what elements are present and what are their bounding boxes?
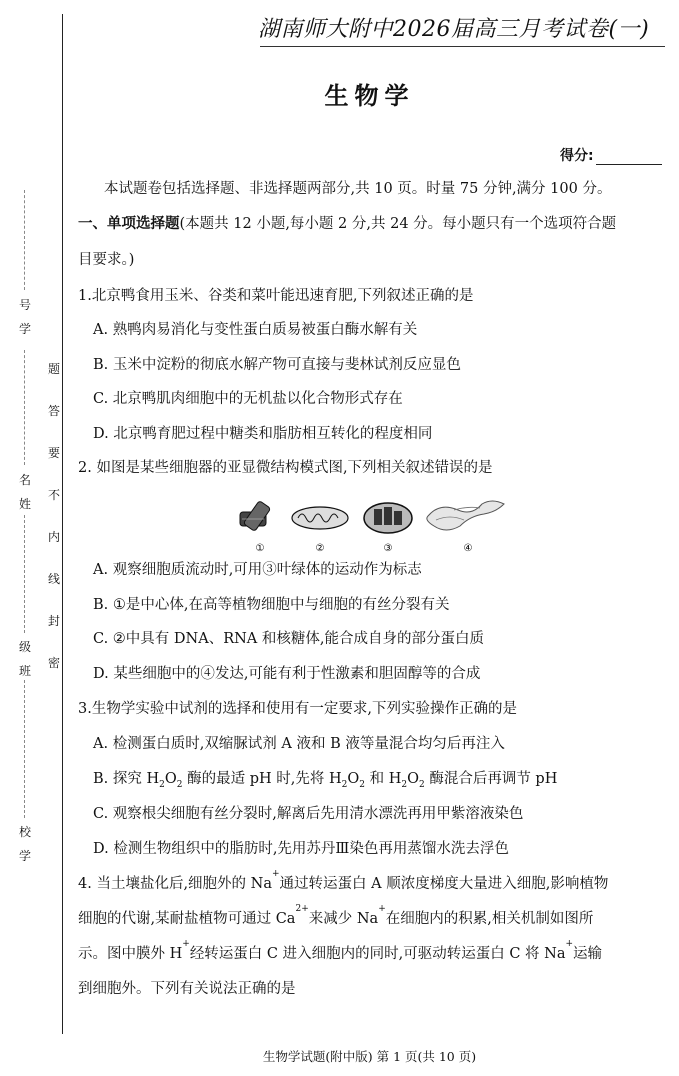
q3-option-b[interactable]	[93, 770, 557, 788]
q1-option-c[interactable]: C. 北京鸭肌肉细胞中的无机盐以化合物形式存在	[93, 391, 403, 407]
q2-option-a[interactable]: A. 观察细胞质流动时,可用③叶绿体的运动作为标志	[93, 562, 422, 578]
text-run: 运输	[573, 946, 603, 962]
figure-label: ②	[315, 543, 325, 554]
seal-char: 题	[47, 362, 60, 376]
q2-option-b[interactable]: B. ①是中心体,在高等植物细胞中与细胞的有丝分裂有关	[93, 597, 450, 613]
score-blank[interactable]	[596, 150, 662, 165]
q3-option-c[interactable]: C. 观察根尖细胞有丝分裂时,解离后先用清水漂洗再用甲紫溶液染色	[93, 806, 524, 822]
superscript: 2+	[295, 904, 309, 914]
figure-label: ③	[383, 543, 393, 554]
text-run: 酶混合后再调节 pH	[424, 771, 558, 787]
seal-char: 要	[47, 446, 60, 460]
text-run: 酶的最适 pH 时,先将 H	[182, 771, 342, 787]
field-name	[14, 473, 36, 511]
superscript: +	[378, 904, 386, 914]
seal-char: 封	[47, 614, 60, 628]
text-run: B. 探究 H	[93, 771, 160, 787]
q1-option-a[interactable]: A. 熟鸭肉易消化与变性蛋白质易被蛋白酶水解有关	[93, 322, 418, 338]
subscript: 2	[176, 779, 183, 790]
field-class	[14, 640, 36, 678]
field-label-char: 学	[18, 322, 31, 336]
seal-char: 内	[47, 530, 60, 544]
seal-char: 不	[47, 488, 60, 502]
q2-option-d[interactable]: D. 某些细胞中的④发达,可能有利于性激素和胆固醇等的合成	[93, 666, 481, 682]
superscript: +	[565, 939, 574, 949]
field-label-char: 级	[18, 640, 31, 654]
seal-char: 答	[47, 404, 60, 418]
intro-text: 本试题卷包括选择题、非选择题两部分,共 10 页。时量 75 分钟,满分 100 分。	[104, 181, 612, 197]
text-run: O	[347, 771, 360, 787]
text-run: 细胞的代谢,某耐盐植物可通过 Ca	[78, 911, 296, 927]
fill-line[interactable]	[24, 515, 25, 633]
centrosome-drawing	[240, 501, 271, 532]
seal-char: 密	[47, 656, 60, 670]
er-drawing	[427, 501, 504, 530]
q3-option-a[interactable]: A. 检测蛋白质时,双缩脲试剂 A 液和 B 液等量混合均匀后再注入	[93, 736, 505, 752]
field-label-char: 校	[18, 825, 31, 839]
text-run: 来减少 Na	[308, 911, 379, 927]
q4-stem-line1	[78, 869, 609, 893]
field-label-char: 号	[18, 298, 31, 312]
section-desc: (本题共 12 小题,每小题 2 分,共 24 分。每小题只有一个选项符合题	[179, 216, 617, 232]
subscript: 2	[159, 779, 165, 790]
section-desc-cont: 目要求。)	[78, 252, 135, 268]
text-run: 在细胞内的积累,相关机制如图所	[385, 911, 594, 927]
text-run: O	[164, 771, 177, 787]
q1-option-b[interactable]: B. 玉米中淀粉的彻底水解产物可直接与斐林试剂反应显色	[93, 357, 461, 373]
subscript: 2	[359, 779, 365, 790]
field-label-char: 学	[18, 849, 31, 863]
subscript: 2	[418, 779, 425, 790]
mitochondrion-drawing	[292, 507, 348, 529]
text-run: 示。图中膜外 H	[78, 946, 183, 962]
subscript: 2	[341, 779, 348, 790]
exam-title: 湖南师大附中2026届高三月考试卷(一)	[258, 17, 650, 42]
text-run: 经转运蛋白 C 进入细胞内的同时,可驱动转运蛋白 C 将 Na	[189, 946, 566, 962]
q3-option-d[interactable]: D. 检测生物组织中的脂肪时,先用苏丹Ⅲ染色再用蒸馏水洗去浮色	[93, 841, 509, 857]
text-run: 通过转运蛋白 A 顺浓度梯度大量进入细胞,影响植物	[279, 876, 609, 892]
fill-line[interactable]	[24, 350, 25, 465]
section-title: 一、单项选择题	[78, 216, 180, 232]
figure-label: ④	[463, 543, 473, 554]
score-field	[560, 145, 662, 165]
field-school	[14, 825, 36, 863]
superscript: +	[272, 869, 280, 879]
organelle-figure	[238, 494, 508, 554]
section-heading	[78, 215, 616, 233]
chloroplast-drawing	[364, 503, 412, 533]
figure-label: ①	[255, 543, 265, 554]
q3-stem: 3.生物学实验中试剂的选择和使用有一定要求,下列实验操作正确的是	[78, 701, 517, 717]
score-label: 得分:	[560, 148, 594, 164]
q1-option-d[interactable]: D. 北京鸭育肥过程中糖类和脂肪相互转化的程度相同	[93, 426, 433, 442]
text-run: 和 H	[364, 771, 402, 787]
q1-stem: 1.北京鸭食用玉米、谷类和菜叶能迅速育肥,下列叙述正确的是	[78, 288, 474, 304]
field-label-char: 班	[18, 664, 31, 678]
text-run: O	[407, 771, 419, 787]
field-label-char: 姓	[18, 497, 31, 511]
q4-stem-line4: 到细胞外。下列有关说法正确的是	[78, 981, 296, 997]
binding-line	[62, 14, 63, 1034]
q2-stem: 2. 如图是某些细胞器的亚显微结构模式图,下列相关叙述错误的是	[78, 460, 493, 476]
subscript: 2	[401, 779, 408, 790]
fill-line[interactable]	[24, 190, 25, 290]
page-footer: 生物学试题(附中版) 第 1 页(共 10 页)	[262, 1049, 477, 1064]
field-label-char: 名	[18, 473, 31, 487]
superscript: +	[182, 939, 190, 949]
seal-char: 线	[47, 572, 60, 586]
fill-line[interactable]	[24, 680, 25, 818]
header-divider	[260, 46, 665, 47]
subject-title: 生物学	[324, 82, 415, 110]
q2-option-c[interactable]: C. ②中具有 DNA、RNA 和核糖体,能合成自身的部分蛋白质	[93, 631, 484, 647]
text-run: 4. 当土壤盐化后,细胞外的 Na	[78, 876, 272, 892]
q4-stem-line3	[78, 939, 603, 963]
field-student-id	[14, 298, 36, 336]
q4-stem-line2	[78, 904, 594, 928]
